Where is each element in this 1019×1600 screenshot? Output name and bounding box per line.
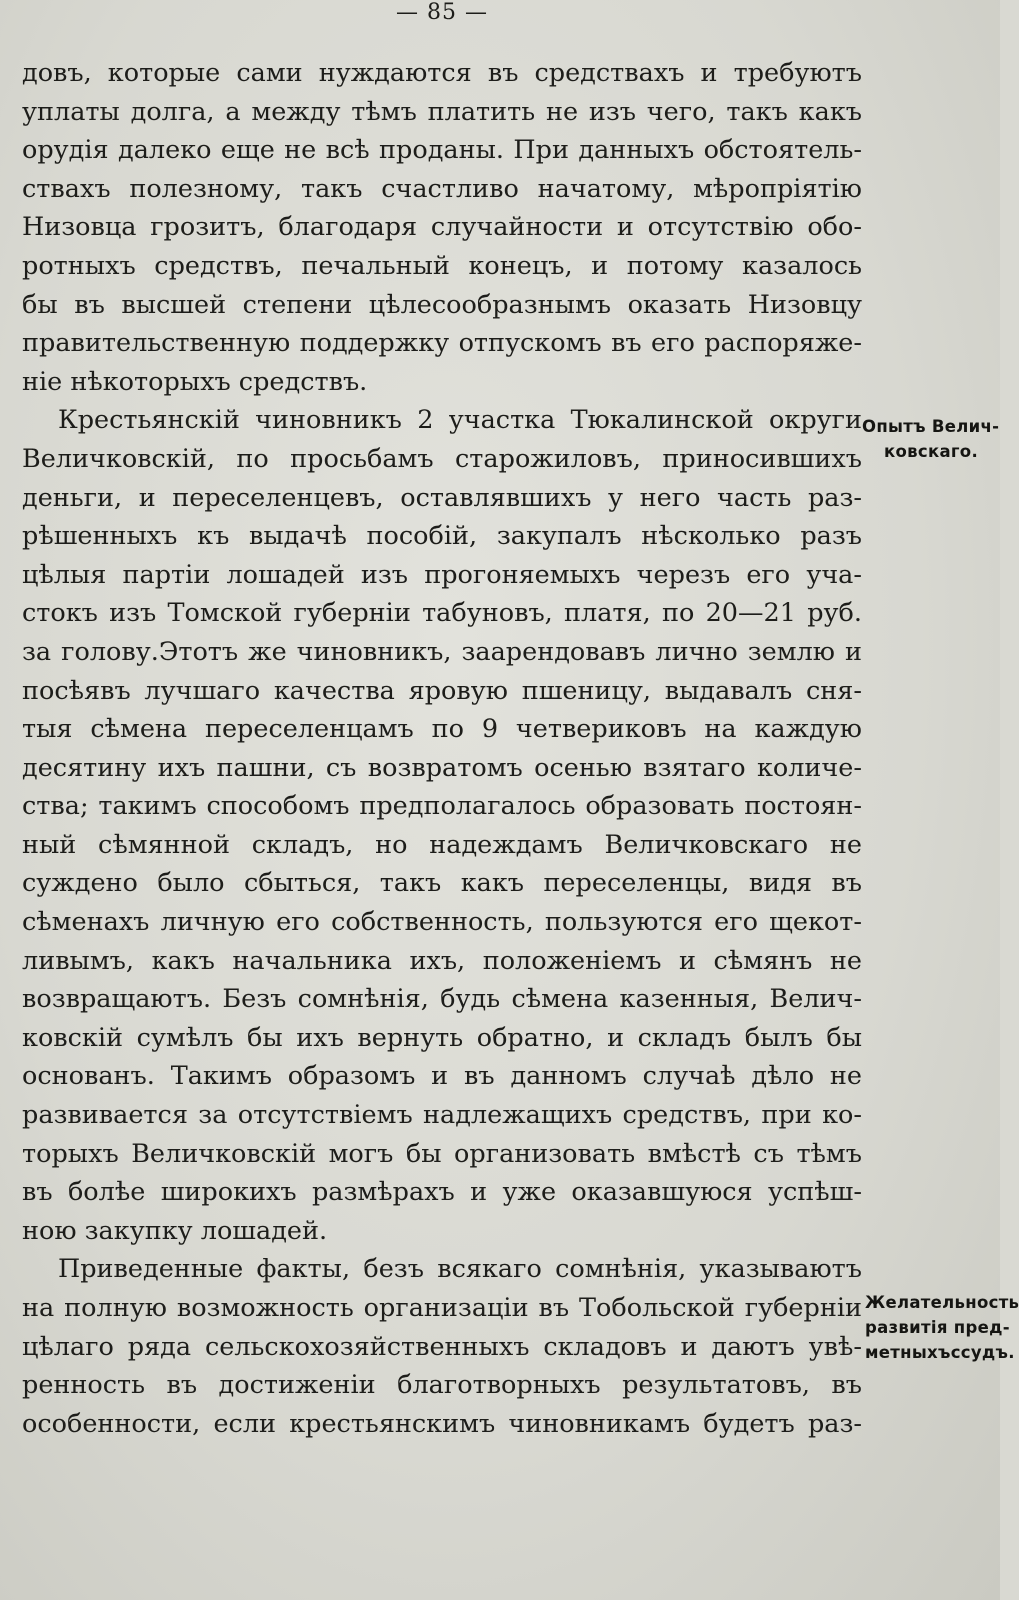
text-line: въ болѣе широкихъ размѣрахъ и уже оказавшуюся успѣш-	[22, 1177, 862, 1208]
text-line: за голову.Этотъ же чиновникъ, заарендовавъ лично землю и	[22, 636, 862, 667]
text-line: ротныхъ средствъ, печальный конецъ, и потому казалось	[22, 250, 862, 281]
paragraph-1	[22, 54, 862, 401]
text-line: цѣлыя партіи лошадей изъ прогоняемыхъ черезъ его уча-	[22, 559, 862, 590]
paragraph-2	[22, 401, 862, 1250]
paragraph-3	[22, 1250, 862, 1443]
text-line: на полную возможность организаціи въ Тобольской губерніи	[22, 1293, 862, 1323]
text-line: уплаты долга, а между тѣмъ платить не изъ чего, такъ какъ	[22, 96, 862, 127]
margin-note-line: Желательность	[865, 1293, 1019, 1312]
text-line: сѣменахъ личную его собственность, пользуются его щекот-	[22, 907, 862, 938]
text-line: цѣлаго ряда сельскохозяйственныхъ складовъ и даютъ увѣ-	[22, 1331, 862, 1362]
text-line: орудія далеко еще не всѣ проданы. При данныхъ обстоятель-	[22, 135, 862, 166]
text-line: деньги, и переселенцевъ, оставлявшихъ у него часть раз-	[22, 482, 862, 513]
text-line: особенности, если крестьянскимъ чиновникамъ будетъ раз-	[22, 1408, 862, 1439]
text-line: торыхъ Величковскій могъ бы организовать вмѣстѣ съ тѣмъ	[22, 1138, 862, 1169]
margin-note-line: ковскаго.	[884, 442, 979, 461]
text-line: десятину ихъ пашни, съ возвратомъ осенью взятаго количе-	[22, 752, 862, 783]
text-line: стокъ изъ Томской губерніи табуновъ, платя, по 20—21 руб.	[22, 598, 862, 629]
text-line: Крестьянскій чиновникъ 2 участка Тюкалинской округи	[58, 405, 862, 436]
page-number: — 85 —	[396, 0, 488, 25]
text-line: суждено было сбыться, такъ какъ переселенцы, видя въ	[22, 868, 862, 899]
margin-note-velichkovsky	[862, 414, 1000, 464]
text-line: основанъ. Такимъ образомъ и въ данномъ случаѣ дѣло не	[22, 1061, 862, 1092]
text-line: тыя сѣмена переселенцамъ по 9 четвериковъ на каждую	[22, 714, 862, 745]
text-line: Приведенные факты, безъ всякаго сомнѣнія, указываютъ	[58, 1254, 862, 1285]
margin-note-desirability	[865, 1290, 1019, 1365]
text-line: развивается за отсутствіемъ надлежащихъ средствъ, при ко-	[22, 1100, 862, 1131]
text-line: ства; такимъ способомъ предполагалось образовать постоян-	[22, 791, 862, 822]
text-line: ренность въ достиженіи благотворныхъ результатовъ, въ	[22, 1370, 862, 1401]
text-line: довъ, которые сами нуждаются въ средствахъ и требуютъ	[22, 58, 862, 88]
text-line: ствахъ полезному, такъ счастливо начатому, мѣропріятію	[22, 173, 862, 204]
text-line: посѣявъ лучшаго качества яровую пшеницу, выдавалъ сня-	[22, 675, 862, 706]
margin-note-line: развитія пред-	[865, 1318, 1010, 1337]
margin-note-line: Опытъ Велич-	[862, 417, 1000, 436]
text-line: ный сѣмянной складъ, но надеждамъ Величковскаго не	[22, 829, 862, 860]
text-line: ливымъ, какъ начальника ихъ, положеніемъ и сѣмянъ не	[22, 945, 862, 976]
text-line: правительственную поддержку отпускомъ въ его распоряже-	[22, 328, 862, 359]
margin-note-line: метныхъссудъ.	[865, 1343, 1015, 1362]
text-line: ковскій сумѣлъ бы ихъ вернуть обратно, и складъ былъ бы	[22, 1022, 862, 1053]
text-line: рѣшенныхъ къ выдачѣ пособій, закупалъ нѣсколько разъ	[22, 521, 862, 552]
text-line: Низовца грозитъ, благодаря случайности и отсутствію обо-	[22, 212, 862, 243]
text-line: ною закупку лошадей.	[22, 1215, 328, 1246]
text-line: возвращаютъ. Безъ сомнѣнія, будь сѣмена казенныя, Велич-	[22, 984, 862, 1015]
main-text	[22, 54, 862, 1443]
text-line: бы въ высшей степени цѣлесообразнымъ оказать Низовцу	[22, 289, 862, 320]
text-line: ніе нѣкоторыхъ средствъ.	[22, 366, 368, 397]
text-line: Величковскій, по просьбамъ старожиловъ, приносившихъ	[22, 443, 862, 474]
